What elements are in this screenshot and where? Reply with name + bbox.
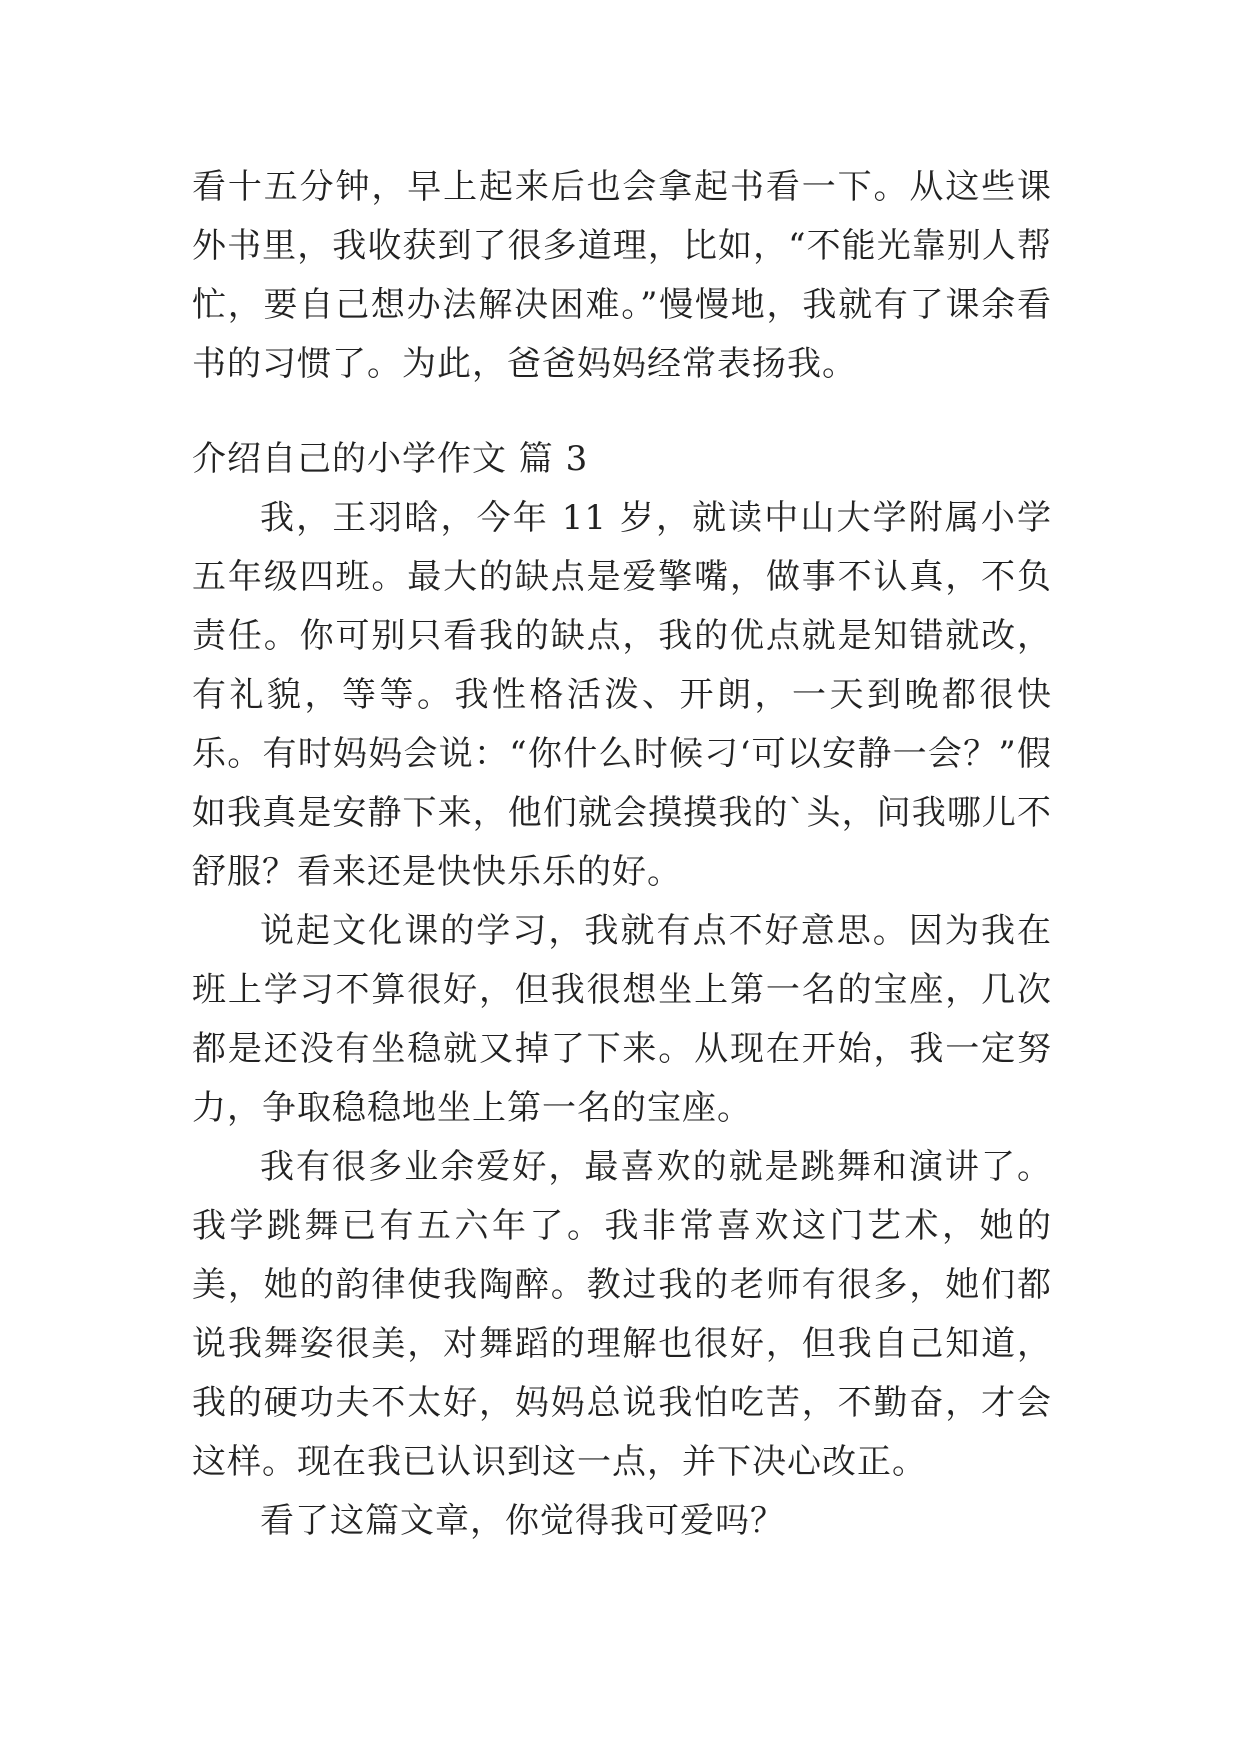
intro-paragraph: 看十五分钟，早上起来后也会拿起书看一下。从这些课外书里，我收获到了很多道理，比如，“不能光靠别人帮忙，要自己想办法解决困难。”慢慢地，我就有了课余看书的习惯了。为此，爸爸妈妈经常表扬我。 <box>192 167 1052 384</box>
document-body <box>192 158 1052 1551</box>
paragraph-1: 我，王羽晗，今年 11 岁，就读中山大学附属小学五年级四班。最大的缺点是爱擎嘴，做事不认真，不负责任。你可别只看我的缺点，我的优点就是知错就改，有礼貌，等等。我性格活泼、开朗，一天到晚都很快乐。有时妈妈会说：“你什么时候刁‘可以安静一会？”假如我真是安静下来，他们就会摸摸我的`头，问我哪儿不舒服？看来还是快快乐乐的好。 <box>192 498 1052 892</box>
paragraph-4: 看了这篇文章，你觉得我可爱吗？ <box>260 1501 785 1541</box>
paragraph-3: 我有很多业余爱好，最喜欢的就是跳舞和演讲了。我学跳舞已有五六年了。我非常喜欢这门艺术，她的美，她的韵律使我陶醉。教过我的老师有很多，她们都说我舞姿很美，对舞蹈的理解也很好，但我自己知道，我的硬功夫不太好，妈妈总说我怕吃苦，不勤奋，才会这样。现在我已认识到这一点，并下决心改正。 <box>192 1147 1052 1482</box>
section-title: 介绍自己的小学作文 篇 3 <box>192 439 589 479</box>
paragraph-2: 说起文化课的学习，我就有点不好意思。因为我在班上学习不算很好，但我很想坐上第一名的宝座，几次都是还没有坐稳就又掉了下来。从现在开始，我一定努力，争取稳稳地坐上第一名的宝座。 <box>192 911 1052 1128</box>
